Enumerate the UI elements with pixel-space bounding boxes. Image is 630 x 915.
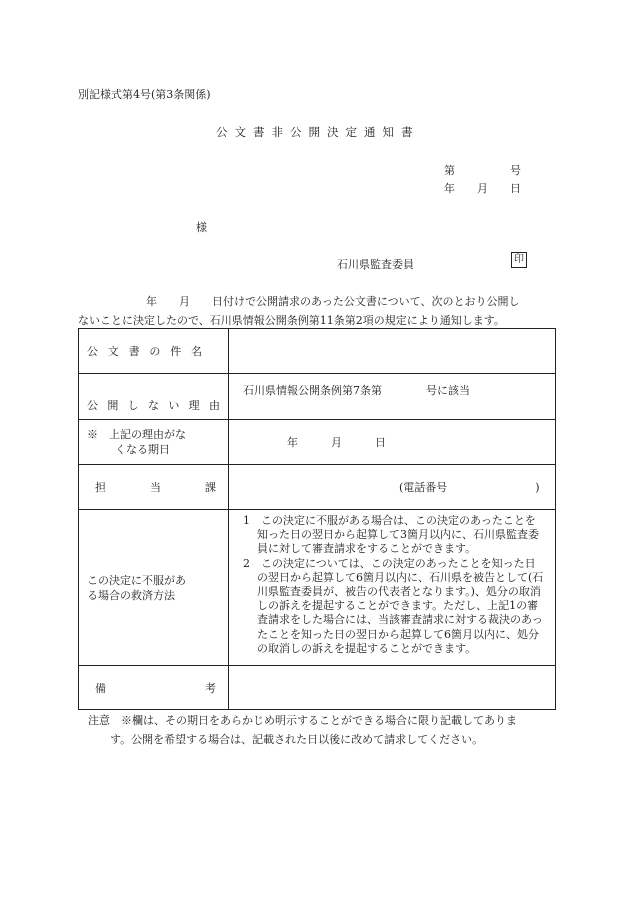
intro-line-1: 年 月 日付けで公開請求のあった公文書について、次のとおり公開し	[146, 295, 520, 308]
staff-value: (電話番号 )	[229, 465, 556, 510]
expiry-label-line-2: くなる期日	[115, 443, 170, 456]
remedy-label-line-2: る場合の救済方法	[87, 588, 175, 602]
intro-text	[78, 292, 558, 330]
document-title: 公文書非公開決定通知書	[216, 125, 420, 139]
expiry-label-line-1: ※ 上記の理由がな	[87, 428, 186, 441]
row-remarks	[79, 666, 556, 710]
remedy-item-1: 1 この決定に不服がある場合は、この決定のあったことを知った日の翌日から起算して3箇月以内に、石川県監査委員に対して審査請求をすることができます。	[243, 514, 539, 556]
issuer: 石川県監査委員	[337, 258, 414, 271]
note-line-1: 注意 ※欄は、その期日をあらかじめ明示することができる場合に限り記載してありま	[88, 714, 517, 727]
row-document-name	[79, 329, 556, 374]
form-id: 別記様式第4号(第3条関係)	[78, 88, 211, 101]
row-remedy	[79, 510, 556, 666]
row-reason	[79, 374, 556, 420]
date-field: 年 月 日	[444, 182, 521, 195]
intro-line-2: ないことに決定したので、石川県情報公開条例第11条第2項の規定により通知します。	[78, 314, 505, 327]
row-staff	[79, 465, 556, 510]
decision-table	[78, 328, 556, 710]
remedy-value	[229, 510, 556, 666]
row-expiry	[79, 420, 556, 465]
reason-label-chars: 公 開 し な い 理 由	[87, 398, 220, 412]
remarks-label	[79, 666, 229, 710]
remarks-value	[229, 666, 556, 710]
remedy-item-2: 2 この決定については、この決定のあったことを知った日の翌日から起算して6箇月以内に、石川県を被告として(石川県監査委員が、被告の代表者となります。)、処分の取消しの訴えを提起することができます。ただし、上記1の審査請求をした場合には、当該審査請求に対する裁決のあったことを知った日の翌日から起算して6箇月以内に、処分の取消しの訴えを提起することができます。	[243, 556, 544, 655]
staff-label	[79, 465, 229, 510]
seal-stamp: 印	[511, 252, 527, 268]
document-name-label	[79, 329, 229, 374]
expiry-label	[79, 420, 229, 465]
reason-label	[79, 374, 229, 420]
note	[88, 711, 558, 749]
number-field: 第 号	[444, 164, 521, 177]
document-name-label-chars: 公 文 書 の 件 名	[87, 345, 202, 358]
note-line-2: す。公開を希望する場合は、記載された日以後に改めて請求してください。	[110, 733, 484, 746]
remarks-label-chars: 備 考	[95, 681, 216, 695]
document-name-value	[229, 329, 556, 374]
reason-value: 石川県情報公開条例第7条第 号に該当	[229, 374, 556, 420]
expiry-value: 年 月 日	[229, 420, 556, 465]
remedy-label-line-1: この決定に不服があ	[87, 573, 186, 587]
staff-label-chars: 担 当 課	[95, 481, 216, 494]
addressee-suffix: 様	[196, 221, 207, 234]
remedy-label	[79, 510, 229, 666]
